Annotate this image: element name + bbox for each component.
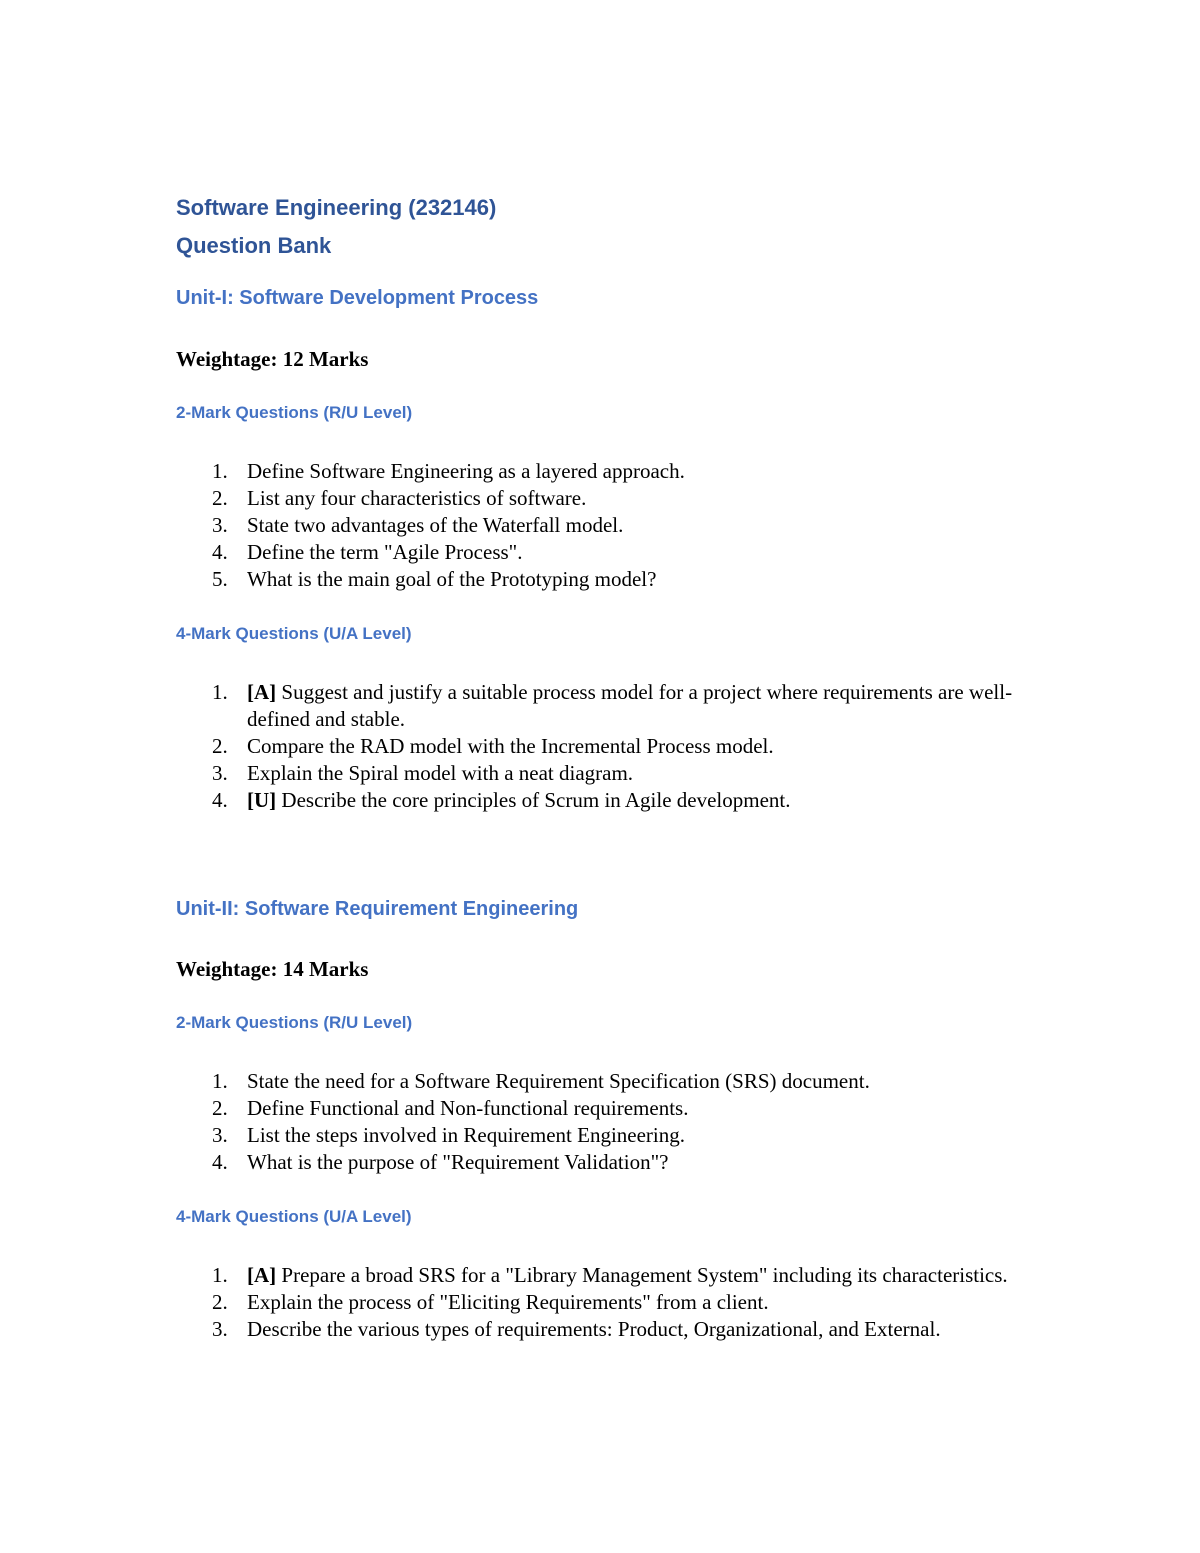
question-number: 4. (212, 540, 228, 564)
document-title: Software Engineering (232146) (176, 195, 497, 220)
question-level-tag: [A] (247, 1263, 277, 1287)
question-number: 2. (212, 1290, 228, 1314)
question-text: Suggest and justify a suitable process model for a project where requirements are well-defined and stable. (247, 680, 1013, 731)
question-number: 2. (212, 734, 228, 758)
question-text: Describe the core principles of Scrum in Agile development. (281, 788, 791, 812)
question-text: Describe the various types of requirements: Product, Organizational, and External. (247, 1317, 941, 1341)
unit-1-2mark-list (176, 458, 1036, 593)
unit-1-4mark-list (176, 679, 1036, 814)
question-item (176, 787, 1036, 814)
question-number: 4. (212, 788, 228, 812)
question-item (176, 1095, 1036, 1122)
question-number: 5. (212, 567, 228, 591)
question-text: List the steps involved in Requirement Engineering. (247, 1123, 685, 1147)
unit-1-heading: Unit-I: Software Development Process (176, 287, 539, 309)
question-item (176, 1068, 1036, 1095)
unit-1-weightage: Weightage: 12 Marks (176, 347, 369, 371)
unit-1-2mark-heading: 2-Mark Questions (R/U Level) (176, 403, 413, 422)
unit-2-weightage: Weightage: 14 Marks (176, 957, 369, 981)
question-item (176, 539, 1036, 566)
document-body (176, 189, 1036, 1343)
document-subtitle: Question Bank (176, 233, 332, 258)
question-item (176, 760, 1036, 787)
question-item (176, 733, 1036, 760)
question-text: Compare the RAD model with the Incremental Process model. (247, 734, 774, 758)
unit-1-4mark-heading: 4-Mark Questions (U/A Level) (176, 624, 412, 643)
question-number: 4. (212, 1150, 228, 1174)
question-text: Prepare a broad SRS for a "Library Management System" including its characteristics. (281, 1263, 1008, 1287)
question-item (176, 1262, 1036, 1289)
question-number: 1. (212, 680, 228, 704)
question-item (176, 1149, 1036, 1176)
question-text: Explain the Spiral model with a neat diagram. (247, 761, 634, 785)
question-item (176, 1122, 1036, 1149)
question-item (176, 458, 1036, 485)
question-text: List any four characteristics of software. (247, 486, 587, 510)
question-number: 3. (212, 761, 228, 785)
question-item (176, 1289, 1036, 1316)
question-number: 3. (212, 513, 228, 537)
unit-2-4mark-list (176, 1262, 1036, 1343)
question-level-tag: [A] (247, 680, 277, 704)
question-number: 1. (212, 1263, 228, 1287)
question-text: Define Functional and Non-functional requirements. (247, 1096, 689, 1120)
question-number: 2. (212, 1096, 228, 1120)
question-text: What is the main goal of the Prototyping model? (247, 567, 657, 591)
question-item (176, 1316, 1036, 1343)
question-text: What is the purpose of "Requirement Validation"? (247, 1150, 669, 1174)
question-text: State two advantages of the Waterfall model. (247, 513, 624, 537)
question-item (176, 566, 1036, 593)
question-text: State the need for a Software Requirement Specification (SRS) document. (247, 1069, 870, 1093)
question-number: 2. (212, 486, 228, 510)
question-text: Define the term "Agile Process". (247, 540, 523, 564)
question-item (176, 679, 1036, 733)
question-number: 1. (212, 1069, 228, 1093)
question-number: 3. (212, 1317, 228, 1341)
question-number: 3. (212, 1123, 228, 1147)
unit-2-2mark-list (176, 1068, 1036, 1176)
question-item (176, 512, 1036, 539)
unit-2-4mark-heading: 4-Mark Questions (U/A Level) (176, 1207, 412, 1226)
unit-2-heading: Unit-II: Software Requirement Engineering (176, 898, 579, 920)
question-level-tag: [U] (247, 788, 277, 812)
question-text: Define Software Engineering as a layered approach. (247, 459, 685, 483)
question-item (176, 485, 1036, 512)
question-text: Explain the process of "Eliciting Requirements" from a client. (247, 1290, 769, 1314)
question-number: 1. (212, 459, 228, 483)
unit-2-2mark-heading: 2-Mark Questions (R/U Level) (176, 1013, 413, 1032)
